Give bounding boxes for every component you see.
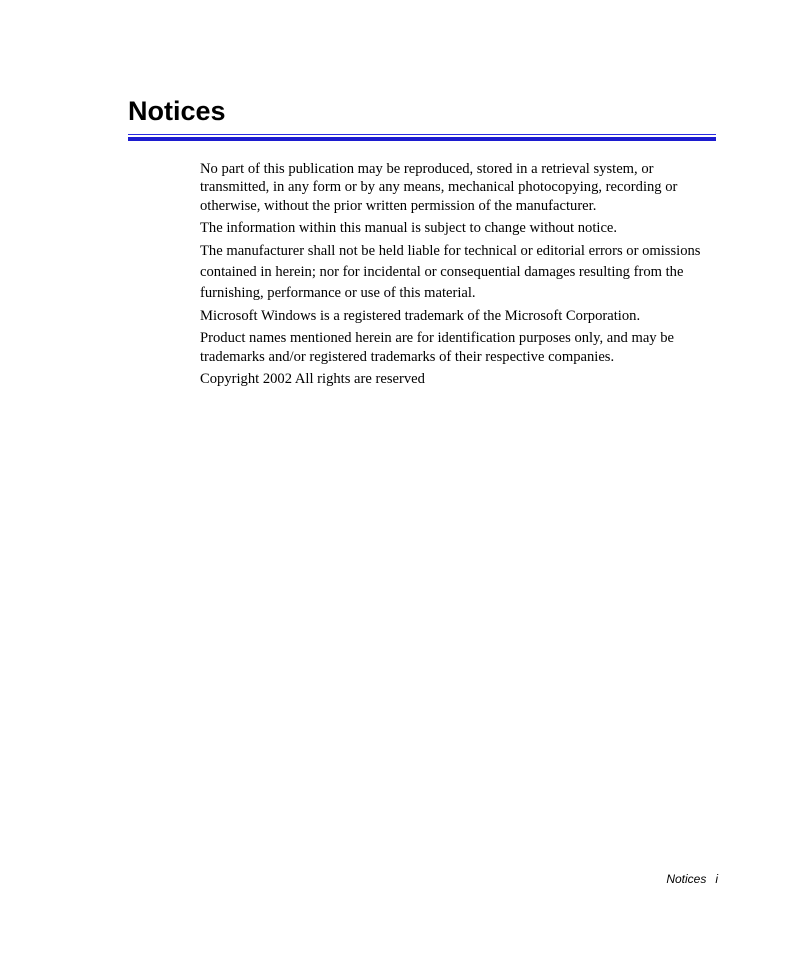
footer-section-label: Notices — [666, 872, 707, 886]
notice-paragraph-reproduction: No part of this publication may be reproduced, stored in a retrieval system, or transmitted, in any form or by any means, mechanical photocopying, recording or otherwise, without the prior written permission of the manufacturer. — [200, 161, 678, 214]
notice-paragraph-trademark-microsoft: Microsoft Windows is a registered trademark of the Microsoft Corporation. — [200, 308, 641, 325]
title-rule-thick — [128, 137, 716, 141]
notice-paragraph-product-names: Product names mentioned herein are for identification purposes only, and may be trademarks and/or registered trademarks of their respective companies. — [200, 330, 675, 365]
notice-paragraph-liability: The manufacturer shall not be held liable for technical or editorial errors or omissions contained in herein; nor for incidental or consequential damages resulting from the furnishing, performance or use of this material. — [200, 242, 701, 301]
notice-paragraph-copyright: Copyright 2002 All rights are reserved — [200, 370, 425, 387]
page-footer — [666, 871, 718, 887]
notices-body — [200, 160, 730, 392]
title-rule-thin — [128, 134, 716, 135]
notice-paragraph-change: The information within this manual is subject to change without notice. — [200, 219, 618, 236]
footer-page-number: i — [715, 872, 718, 886]
page-title: Notices — [128, 96, 226, 126]
